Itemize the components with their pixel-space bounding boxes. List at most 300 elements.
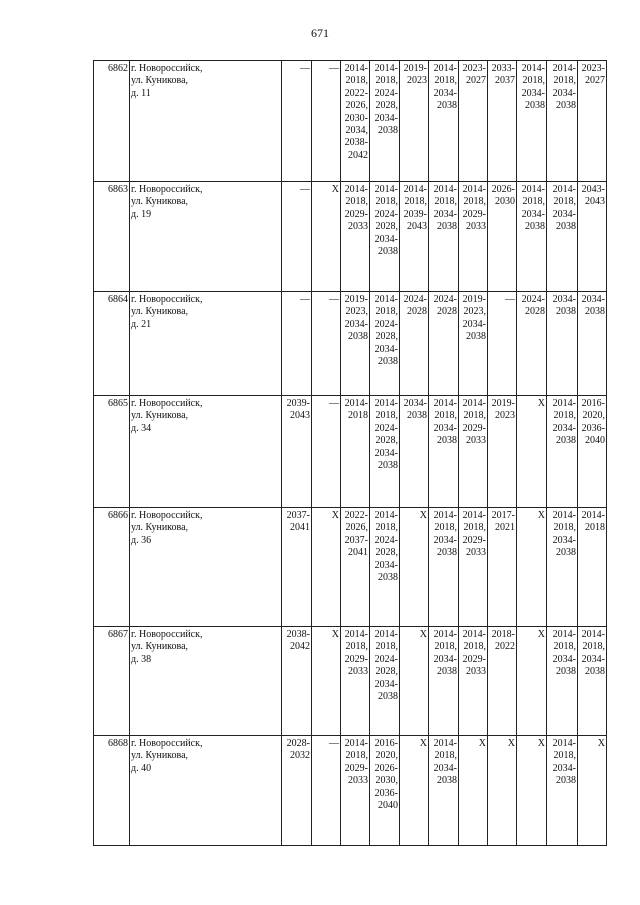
schedule-cell (578, 61, 607, 182)
address-line: д. 38 (131, 653, 152, 665)
page-number: 671 (311, 26, 329, 40)
schedule-value: 2038 (407, 410, 427, 422)
schedule-value: 2018, (375, 410, 398, 422)
schedule-value: — (329, 398, 339, 409)
schedule-value: 2029- (462, 208, 486, 220)
schedule-value: 2018, (434, 75, 457, 87)
table-row (94, 396, 607, 508)
schedule-cell (488, 396, 517, 508)
schedule-value: 2014- (581, 510, 605, 521)
schedule-cell (341, 736, 370, 846)
schedule-value: 2043 (290, 410, 310, 422)
schedule-value: 2018, (553, 75, 576, 87)
schedule-value: 2023 (495, 410, 515, 422)
schedule-value: 2018 (348, 410, 368, 422)
schedule-value: 2034- (374, 447, 398, 459)
address-line: д. 11 (131, 87, 151, 99)
schedule-value: 2033 (466, 547, 486, 559)
schedule-value: 2024- (374, 653, 398, 665)
schedule-cell (488, 182, 517, 292)
schedule-value: 2023- (462, 63, 486, 74)
schedule-value: 2036- (374, 787, 398, 799)
address-line: ул. Куникова, (131, 641, 189, 653)
schedule-value: 2033 (466, 221, 486, 233)
schedule-value: 2028, (375, 666, 398, 678)
schedule-cell (341, 182, 370, 292)
schedule-value: — (329, 294, 339, 305)
schedule-value: 2029- (344, 208, 368, 220)
address-cell (130, 182, 282, 292)
schedule-cell (341, 508, 370, 627)
schedule-value: 2014- (433, 738, 457, 749)
schedule-cell (547, 508, 578, 627)
schedule-value: 2034- (374, 233, 398, 245)
schedule-value: 2026- (491, 184, 515, 195)
schedule-value: 2014- (374, 510, 398, 521)
row-number: 6868 (94, 736, 130, 846)
schedule-value: 2014- (374, 294, 398, 305)
schedule-value: 2034- (521, 87, 545, 99)
row-number: 6867 (94, 627, 130, 736)
schedule-value: 2014- (344, 63, 368, 74)
schedule-value: 2018, (375, 522, 398, 534)
schedule-value: X (331, 629, 339, 640)
schedule-cell (459, 396, 488, 508)
schedule-cell (488, 61, 517, 182)
schedule-value: 2028, (375, 547, 398, 559)
schedule-value: 2038 (525, 100, 545, 112)
schedule-cell (370, 61, 400, 182)
schedule-value: 2038- (286, 629, 310, 640)
schedule-value: 2034- (344, 318, 368, 330)
schedule-value: 2034, (345, 125, 368, 137)
schedule-value: 2040 (378, 800, 398, 812)
schedule-cell (429, 61, 459, 182)
schedule-value: 2028 (437, 306, 457, 318)
schedule-cell (429, 736, 459, 846)
schedule-value: 2024- (374, 87, 398, 99)
table-row (94, 61, 607, 182)
schedule-value: 2018, (345, 75, 368, 87)
schedule-value: 2018, (375, 196, 398, 208)
schedule-value: 2018, (434, 750, 457, 762)
schedule-value: 2018, (404, 196, 427, 208)
schedule-value: 2018, (434, 522, 457, 534)
schedule-value: 2034- (552, 762, 576, 774)
schedule-value: 2034- (552, 208, 576, 220)
schedule-value: 2014- (552, 63, 576, 74)
building-schedule-table (93, 60, 607, 846)
schedule-value: 2022- (344, 510, 368, 521)
schedule-value: 2022 (495, 641, 515, 653)
schedule-cell (459, 736, 488, 846)
schedule-value: 2043 (585, 196, 605, 208)
schedule-value: 2014- (344, 738, 368, 749)
schedule-cell (488, 736, 517, 846)
schedule-cell (547, 182, 578, 292)
schedule-cell (341, 627, 370, 736)
schedule-value: 2018, (463, 522, 486, 534)
schedule-value: 2038 (556, 306, 576, 318)
schedule-cell (547, 292, 578, 396)
schedule-value: 2038 (437, 221, 457, 233)
schedule-cell (429, 396, 459, 508)
schedule-value: 2032 (290, 750, 310, 762)
schedule-value: 2014- (374, 398, 398, 409)
address-line: д. 40 (131, 762, 152, 774)
schedule-value: 2018, (553, 196, 576, 208)
schedule-value: 2038 (585, 666, 605, 678)
address-line: г. Новороссийск, (131, 629, 203, 640)
schedule-value: X (537, 510, 545, 521)
schedule-value: 2029- (344, 653, 368, 665)
schedule-value: 2038 (378, 572, 398, 584)
schedule-value: 2034- (581, 653, 605, 665)
schedule-value: 2034- (374, 343, 398, 355)
address-cell (130, 627, 282, 736)
schedule-value: — (300, 63, 310, 74)
schedule-value: 2018, (522, 196, 545, 208)
schedule-value: 2014- (344, 184, 368, 195)
address-line: ул. Куникова, (131, 75, 189, 87)
schedule-value: X (507, 738, 515, 749)
schedule-value: 2016- (581, 398, 605, 409)
address-line: г. Новороссийск, (131, 510, 203, 521)
schedule-value: 2036- (581, 422, 605, 434)
schedule-value: 2018, (553, 522, 576, 534)
schedule-cell (400, 736, 429, 846)
schedule-value: 2037- (286, 510, 310, 521)
schedule-value: 2039- (403, 208, 427, 220)
schedule-value: 2018, (463, 641, 486, 653)
schedule-cell (400, 61, 429, 182)
schedule-value: 2023, (463, 306, 486, 318)
schedule-value: 2022- (344, 87, 368, 99)
schedule-value: 2043 (407, 221, 427, 233)
schedule-value: 2028, (375, 435, 398, 447)
schedule-value: 2038 (556, 547, 576, 559)
schedule-cell (459, 627, 488, 736)
schedule-value: 2014- (521, 184, 545, 195)
schedule-value: — (505, 294, 515, 305)
schedule-value: 2034- (433, 208, 457, 220)
table-body (94, 61, 607, 846)
schedule-value: 2028- (286, 738, 310, 749)
row-number: 6863 (94, 182, 130, 292)
schedule-cell (429, 627, 459, 736)
address-line: д. 19 (131, 208, 152, 220)
schedule-value: 2016- (374, 738, 398, 749)
schedule-cell (517, 182, 547, 292)
schedule-cell (578, 627, 607, 736)
schedule-value: 2038 (556, 100, 576, 112)
schedule-cell (341, 396, 370, 508)
schedule-value: X (597, 738, 605, 749)
schedule-value: 2019- (403, 63, 427, 74)
schedule-value: 2038 (378, 691, 398, 703)
schedule-cell (459, 61, 488, 182)
address-line: ул. Куникова, (131, 196, 189, 208)
schedule-value: 2038 (585, 306, 605, 318)
schedule-value: 2023- (581, 63, 605, 74)
schedule-value: 2042 (348, 149, 368, 161)
address-cell (130, 396, 282, 508)
schedule-cell (282, 508, 312, 627)
schedule-value: 2014- (433, 629, 457, 640)
schedule-value: 2014- (552, 184, 576, 195)
schedule-value: 2023, (345, 306, 368, 318)
schedule-value: 2027 (585, 75, 605, 87)
schedule-value: — (300, 294, 310, 305)
schedule-value: 2014- (433, 63, 457, 74)
schedule-cell (400, 292, 429, 396)
schedule-value: 2034- (552, 87, 576, 99)
address-line: ул. Куникова, (131, 750, 189, 762)
schedule-value: 2018, (463, 410, 486, 422)
schedule-cell (547, 736, 578, 846)
address-cell (130, 736, 282, 846)
schedule-cell (282, 627, 312, 736)
schedule-value: 2024- (374, 422, 398, 434)
schedule-value: 2038 (378, 246, 398, 258)
schedule-value: 2034- (552, 294, 576, 305)
schedule-cell (459, 292, 488, 396)
schedule-cell (282, 292, 312, 396)
table-row (94, 508, 607, 627)
schedule-value: 2024- (433, 294, 457, 305)
address-line: г. Новороссийск, (131, 398, 203, 409)
schedule-value: 2038 (556, 775, 576, 787)
schedule-value: 2042 (290, 641, 310, 653)
schedule-cell (312, 182, 341, 292)
schedule-value: 2024- (374, 208, 398, 220)
schedule-value: 2041 (290, 522, 310, 534)
schedule-cell (517, 292, 547, 396)
schedule-cell (370, 508, 400, 627)
schedule-value: 2014- (374, 184, 398, 195)
schedule-value: 2028, (375, 331, 398, 343)
schedule-cell (400, 396, 429, 508)
schedule-value: 2034- (552, 653, 576, 665)
schedule-value: 2018, (375, 306, 398, 318)
schedule-cell (312, 627, 341, 736)
schedule-value: — (300, 184, 310, 195)
schedule-value: 2018 (585, 522, 605, 534)
schedule-value: 2038 (378, 125, 398, 137)
schedule-value: 2034- (433, 762, 457, 774)
schedule-cell (312, 61, 341, 182)
schedule-value: 2027 (466, 75, 486, 87)
schedule-value: 2034- (433, 87, 457, 99)
schedule-cell (578, 396, 607, 508)
schedule-value: 2033- (491, 63, 515, 74)
schedule-value: X (537, 398, 545, 409)
schedule-value: 2026, (345, 100, 368, 112)
schedule-value: X (419, 738, 427, 749)
schedule-cell (341, 292, 370, 396)
schedule-value: 2014- (462, 510, 486, 521)
schedule-value: 2018, (345, 196, 368, 208)
schedule-cell (370, 292, 400, 396)
schedule-value: 2028 (407, 306, 427, 318)
schedule-value: 2023 (407, 75, 427, 87)
table-row (94, 292, 607, 396)
address-line: д. 36 (131, 534, 152, 546)
schedule-value: 2024- (403, 294, 427, 305)
schedule-cell (488, 508, 517, 627)
schedule-value: 2017- (491, 510, 515, 521)
schedule-value: 2028, (375, 100, 398, 112)
schedule-cell (282, 736, 312, 846)
schedule-value: 2020, (375, 750, 398, 762)
schedule-value: 2030 (495, 196, 515, 208)
schedule-value: 2033 (466, 435, 486, 447)
schedule-value: 2034- (403, 398, 427, 409)
schedule-value: 2034- (374, 112, 398, 124)
schedule-value: X (419, 629, 427, 640)
row-number: 6862 (94, 61, 130, 182)
schedule-value: 2026, (345, 522, 368, 534)
schedule-value: 2014- (374, 629, 398, 640)
schedule-value: 2034- (374, 678, 398, 690)
schedule-value: 2014- (581, 629, 605, 640)
schedule-value: 2014- (552, 510, 576, 521)
schedule-value: 2020, (582, 410, 605, 422)
schedule-value: X (478, 738, 486, 749)
table-row (94, 627, 607, 736)
schedule-value: 2034- (433, 534, 457, 546)
schedule-value: 2014- (433, 510, 457, 521)
schedule-value: X (331, 184, 339, 195)
schedule-value: 2038 (437, 100, 457, 112)
schedule-value: 2018, (345, 750, 368, 762)
schedule-value: 2033 (348, 775, 368, 787)
schedule-value: 2038 (437, 435, 457, 447)
schedule-cell (370, 182, 400, 292)
schedule-value: 2038- (344, 137, 368, 149)
schedule-cell (578, 508, 607, 627)
schedule-value: 2029- (462, 653, 486, 665)
schedule-value: 2014- (344, 398, 368, 409)
row-number: 6864 (94, 292, 130, 396)
schedule-value: 2018, (553, 750, 576, 762)
schedule-value: 2037- (344, 534, 368, 546)
schedule-value: 2014- (552, 629, 576, 640)
schedule-value: 2018, (434, 196, 457, 208)
schedule-cell (312, 736, 341, 846)
schedule-cell (429, 182, 459, 292)
schedule-value: 2018, (463, 196, 486, 208)
schedule-value: 2040 (585, 435, 605, 447)
schedule-value: 2028, (375, 221, 398, 233)
schedule-value: X (331, 510, 339, 521)
schedule-cell (282, 61, 312, 182)
schedule-value: X (419, 510, 427, 521)
schedule-value: 2018, (434, 410, 457, 422)
schedule-value: 2034- (552, 534, 576, 546)
schedule-value: 2034- (433, 653, 457, 665)
schedule-value: 2041 (348, 547, 368, 559)
schedule-cell (578, 736, 607, 846)
schedule-cell (312, 508, 341, 627)
schedule-value: 2021 (495, 522, 515, 534)
schedule-cell (429, 292, 459, 396)
schedule-cell (547, 61, 578, 182)
schedule-cell (429, 508, 459, 627)
address-line: г. Новороссийск, (131, 184, 203, 195)
schedule-value: X (537, 738, 545, 749)
schedule-value: 2030, (375, 775, 398, 787)
address-cell (130, 508, 282, 627)
schedule-cell (312, 292, 341, 396)
schedule-value: 2024- (521, 294, 545, 305)
schedule-cell (370, 627, 400, 736)
schedule-cell (517, 627, 547, 736)
schedule-value: 2034- (433, 422, 457, 434)
schedule-cell (488, 292, 517, 396)
schedule-value: 2037 (495, 75, 515, 87)
schedule-value: 2038 (556, 221, 576, 233)
schedule-cell (400, 182, 429, 292)
address-line: д. 21 (131, 318, 152, 330)
schedule-value: 2014- (462, 629, 486, 640)
schedule-value: 2014- (552, 738, 576, 749)
schedule-value: 2019- (462, 294, 486, 305)
schedule-cell (400, 627, 429, 736)
schedule-value: 2014- (433, 398, 457, 409)
schedule-cell (578, 182, 607, 292)
schedule-value: 2026- (374, 762, 398, 774)
schedule-cell (547, 627, 578, 736)
schedule-value: 2014- (462, 184, 486, 195)
schedule-value: 2038 (466, 331, 486, 343)
schedule-value: 2034- (552, 422, 576, 434)
address-line: г. Новороссийск, (131, 738, 203, 749)
schedule-cell (312, 396, 341, 508)
schedule-value: 2038 (556, 435, 576, 447)
schedule-cell (547, 396, 578, 508)
schedule-cell (282, 396, 312, 508)
schedule-value: 2038 (437, 775, 457, 787)
schedule-value: 2019- (344, 294, 368, 305)
schedule-cell (341, 61, 370, 182)
schedule-value: 2018, (522, 75, 545, 87)
schedule-value: 2014- (552, 398, 576, 409)
schedule-value: 2014- (344, 629, 368, 640)
schedule-value: 2019- (491, 398, 515, 409)
schedule-value: 2018- (491, 629, 515, 640)
schedule-cell (488, 627, 517, 736)
address-line: г. Новороссийск, (131, 294, 203, 305)
schedule-value: 2018, (582, 641, 605, 653)
schedule-cell (282, 182, 312, 292)
schedule-value: 2034- (521, 208, 545, 220)
schedule-value: 2033 (348, 221, 368, 233)
row-number: 6866 (94, 508, 130, 627)
schedule-value: 2024- (374, 318, 398, 330)
schedule-value: 2018, (553, 410, 576, 422)
schedule-value: — (329, 738, 339, 749)
schedule-value: 2038 (525, 221, 545, 233)
schedule-cell (459, 182, 488, 292)
schedule-value: 2014- (403, 184, 427, 195)
schedule-value: 2014- (374, 63, 398, 74)
schedule-value: 2018, (553, 641, 576, 653)
schedule-value: — (329, 63, 339, 74)
schedule-value: 2029- (462, 422, 486, 434)
schedule-value: 2018, (345, 641, 368, 653)
schedule-value: 2038 (556, 666, 576, 678)
